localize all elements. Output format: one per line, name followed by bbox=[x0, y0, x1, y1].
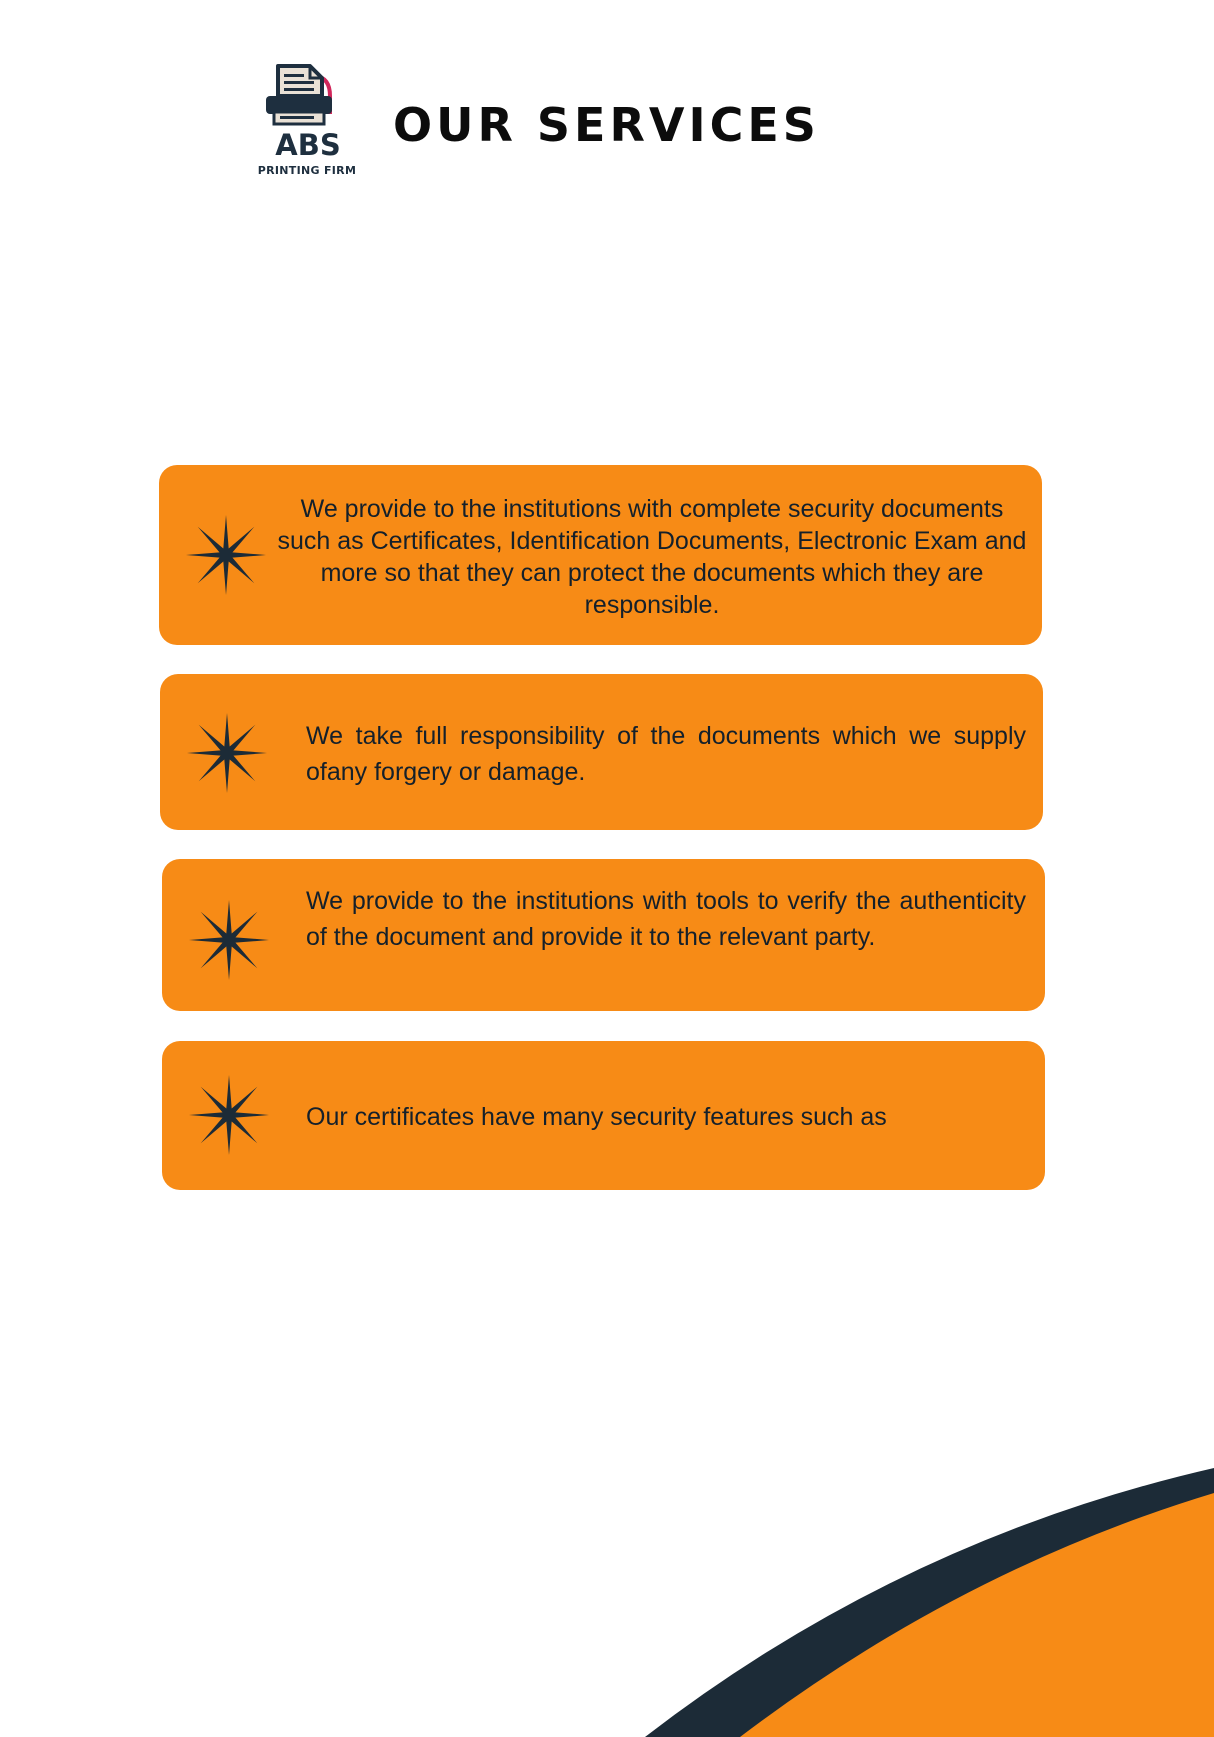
brand-subtitle: PRINTING FIRM bbox=[257, 164, 357, 177]
service-text: We provide to the institutions with complete security documents such as Certificates, Identification Documents, Electronic Exam and more so that they can protect the documents which they are responsible. bbox=[277, 495, 1027, 619]
page-title: OUR SERVICES bbox=[393, 98, 820, 152]
service-text: We take full responsibility of the documents which we supply ofany forgery or damage. bbox=[306, 722, 1026, 786]
service-text: We provide to the institutions with tools to verify the authenticity of the document and provide it to the relevant party. bbox=[306, 887, 1026, 951]
service-text: Our certificates have many security features such as bbox=[306, 1103, 887, 1131]
brand-abbreviation: ABS bbox=[275, 128, 341, 162]
